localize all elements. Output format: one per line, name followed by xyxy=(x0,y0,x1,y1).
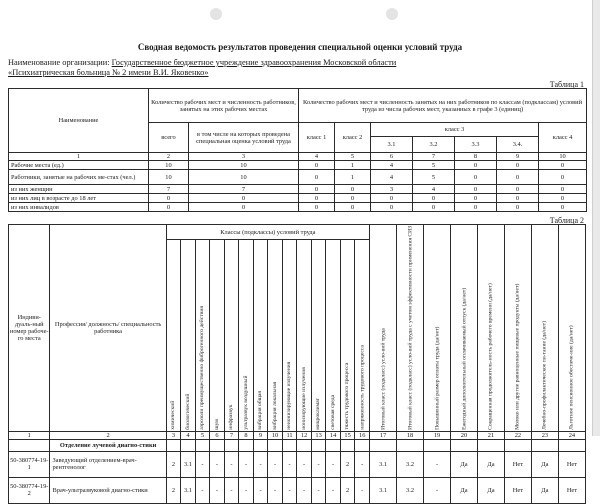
t2-cell: - xyxy=(297,477,312,503)
t2-header-classes: Классы (подклассы) условий труда xyxy=(166,225,369,240)
t2-section-empty xyxy=(451,439,478,451)
t1-cell: 0 xyxy=(189,194,299,203)
t1-cell: 5 xyxy=(413,170,455,185)
t2-factor-noise: шум xyxy=(210,240,225,432)
t2-cell: - xyxy=(282,451,297,477)
t2-cell: - xyxy=(268,451,283,477)
t1-sub-3-3: 3.3 xyxy=(455,137,497,153)
t2-factor-intensity: напряженность трудового процесса xyxy=(355,240,370,432)
document-title: Сводная ведомость результатов проведения специальной оценки условий труда xyxy=(137,42,463,52)
t2-cell: - xyxy=(253,451,268,477)
table1-label: Таблица 1 xyxy=(549,80,584,89)
t2-factor-light: световая среда xyxy=(326,240,341,432)
t2-header-short-hours: Сокращенная продолжитель-ность рабочего времени (да/нет) xyxy=(477,225,504,432)
scan-edge xyxy=(592,0,600,436)
t1-colnum: 10 xyxy=(539,153,587,161)
t1-cell: 0 xyxy=(371,194,413,203)
t1-colnum-row xyxy=(9,153,587,161)
t2-cell: Да xyxy=(531,451,558,477)
t2-cell: 3.1 xyxy=(181,451,196,477)
t2-cell: - xyxy=(268,477,283,503)
t2-colnum: 20 xyxy=(451,431,478,439)
t1-cell: 0 xyxy=(539,185,587,194)
t2-colnum: 2 xyxy=(50,431,166,439)
punch-hole xyxy=(386,8,398,20)
table-row xyxy=(9,194,587,203)
t2-factor-severity: тяжесть трудового процесса xyxy=(340,240,355,432)
t1-cell: 5 xyxy=(413,161,455,170)
t1-header-class1: класс 1 xyxy=(299,123,335,153)
t1-cell: 0 xyxy=(299,170,335,185)
t2-cell: 2 xyxy=(166,451,181,477)
t1-header-assessed: в том числе на которых проведена специальная оценка условий труда xyxy=(189,123,299,153)
t2-header-ind-num: Индиви-дуаль-ный номер рабоче-го места xyxy=(9,225,50,432)
table-row xyxy=(9,451,586,477)
t2-cell: - xyxy=(224,477,239,503)
t1-cell: 4 xyxy=(413,185,455,194)
t2-cell: 3.2 xyxy=(397,451,424,477)
t2-cell: Да xyxy=(477,477,504,503)
table-row xyxy=(9,170,587,185)
t1-header-classes: Количество рабочих мест и численность занятых на них работников по классам (подклассам) условий труда из числа рабочих мест, указанных в графе 3 (единиц) xyxy=(299,89,587,123)
t1-cell: 10 xyxy=(149,161,189,170)
t2-factor-nonionizing: неионизирующие излучения xyxy=(282,240,297,432)
t1-cell: 0 xyxy=(455,170,497,185)
t1-cell: 0 xyxy=(497,194,539,203)
t1-header-class2: класс 2 xyxy=(335,123,371,153)
t2-cell: 2 xyxy=(166,477,181,503)
t1-cell: 7 xyxy=(189,185,299,194)
t2-colnum: 18 xyxy=(397,431,424,439)
t2-header-pension: Льготное пенсионное обеспече-ние (да/нет) xyxy=(558,225,585,432)
t2-cell: - xyxy=(326,451,341,477)
t2-cell: - xyxy=(239,477,254,503)
t1-cell: 0 xyxy=(497,203,539,212)
t2-section-empty xyxy=(210,439,225,451)
t1-header-total: всего xyxy=(149,123,189,153)
t1-cell: 0 xyxy=(335,194,371,203)
t2-section-empty xyxy=(477,439,504,451)
t2-colnum: 16 xyxy=(355,431,370,439)
t2-header-final-class-siz: Итоговый класс (подкласс) усло-вий труда с учетом эффективности применения СИЗ xyxy=(397,225,424,432)
t1-cell: 0 xyxy=(497,185,539,194)
t2-cell: 2 xyxy=(340,451,355,477)
t1-cell: 0 xyxy=(455,194,497,203)
t2-colnum: 10 xyxy=(268,431,283,439)
t2-section-empty xyxy=(282,439,297,451)
table2 xyxy=(8,224,586,504)
t1-colnum: 2 xyxy=(149,153,189,161)
t2-factor-vibration-local: вибрация локальная xyxy=(268,240,283,432)
t2-cell: - xyxy=(224,451,239,477)
t2-header-vacation: Ежегодный дополнительный оплачиваемый отпуск (да/нет) xyxy=(451,225,478,432)
t2-cell: - xyxy=(424,451,451,477)
organization-label: Наименование организации: xyxy=(8,58,110,67)
t1-cell: 4 xyxy=(371,170,413,185)
t2-cell: - xyxy=(282,477,297,503)
t1-colnum: 3 xyxy=(189,153,299,161)
t2-colnum: 6 xyxy=(210,431,225,439)
t1-colnum: 4 xyxy=(299,153,335,161)
t2-colnum: 9 xyxy=(253,431,268,439)
t2-cell: Да xyxy=(477,451,504,477)
t2-cell: 3.2 xyxy=(397,477,424,503)
t2-colnum: 14 xyxy=(326,431,341,439)
t2-section-empty xyxy=(558,439,585,451)
t2-cell: 3.1 xyxy=(370,477,397,503)
t2-header-final-class: Итоговый класс (подкласс) усло-вий труда xyxy=(370,225,397,432)
t2-colnum: 19 xyxy=(424,431,451,439)
t1-colnum: 5 xyxy=(335,153,371,161)
t2-section-empty xyxy=(355,439,370,451)
t2-row-profession: Врач-ультразвуковой диагно-стики xyxy=(50,477,166,503)
organization-line xyxy=(8,58,448,78)
punch-hole xyxy=(210,8,222,20)
t1-cell: 0 xyxy=(299,161,335,170)
t1-colnum: 1 xyxy=(9,153,149,161)
t1-cell: 10 xyxy=(149,170,189,185)
t2-colnum: 21 xyxy=(477,431,504,439)
t2-section-empty xyxy=(531,439,558,451)
t2-section-empty xyxy=(224,439,239,451)
t1-cell: 0 xyxy=(539,194,587,203)
t2-cell: Нет xyxy=(558,477,585,503)
t1-sub-3-1: 3.1 xyxy=(371,137,413,153)
t2-row-id: 50-380774-19-1 xyxy=(9,451,50,477)
t2-header-profession: Профессия/ должность/ специальность работника xyxy=(50,225,166,432)
punch-holes xyxy=(210,8,400,22)
t2-factor-aerosols: аэрозоли преимущественно фиброгенного действия xyxy=(195,240,210,432)
t1-cell: 0 xyxy=(539,170,587,185)
t1-header-name: Наименование xyxy=(9,89,149,153)
t2-section-empty xyxy=(268,439,283,451)
t1-cell: 0 xyxy=(335,203,371,212)
t1-row-label: Рабочие места (ед.) xyxy=(9,161,149,170)
t1-cell: 0 xyxy=(335,185,371,194)
t2-colnum: 11 xyxy=(282,431,297,439)
t2-factor-microclimate: микроклимат xyxy=(311,240,326,432)
t2-cell: 3.1 xyxy=(370,451,397,477)
t2-section-empty xyxy=(370,439,397,451)
t1-cell: 4 xyxy=(371,161,413,170)
t1-header-class4: класс 4 xyxy=(539,123,587,153)
t2-section-title: Отделение лучевой диагно-стики xyxy=(50,439,166,451)
t2-cell: - xyxy=(355,451,370,477)
t2-colnum: 1 xyxy=(9,431,50,439)
t2-cell: - xyxy=(311,477,326,503)
t2-colnum: 24 xyxy=(558,431,585,439)
t2-section-empty xyxy=(504,439,531,451)
t1-cell: 0 xyxy=(189,203,299,212)
t2-colnum: 23 xyxy=(531,431,558,439)
t1-header-class3: класс 3 xyxy=(371,123,539,137)
t1-cell: 0 xyxy=(539,161,587,170)
t1-cell: 0 xyxy=(455,185,497,194)
table2-label: Таблица 2 xyxy=(549,216,584,225)
t2-factor-vibration-general: вибрация общая xyxy=(253,240,268,432)
t2-cell: - xyxy=(424,477,451,503)
t1-row-label: из них инвалидов xyxy=(9,203,149,212)
t2-factor-infrasound: инфразвук xyxy=(224,240,239,432)
t2-cell: Да xyxy=(451,451,478,477)
table-row xyxy=(9,185,587,194)
t2-factor-biological: биологический xyxy=(181,240,196,432)
t2-section-empty xyxy=(311,439,326,451)
t1-colnum: 7 xyxy=(413,153,455,161)
t2-section-empty xyxy=(9,439,50,451)
t2-row-profession: Заведующий отделением-врач-рентгенолог xyxy=(50,451,166,477)
t2-section-row xyxy=(9,439,586,451)
t2-cell: - xyxy=(253,477,268,503)
t2-cell: 2 xyxy=(340,477,355,503)
t2-colnum: 5 xyxy=(195,431,210,439)
t2-cell: Нет xyxy=(504,451,531,477)
t1-colnum: 8 xyxy=(455,153,497,161)
t1-cell: 0 xyxy=(299,203,335,212)
t1-cell: 0 xyxy=(149,203,189,212)
t2-section-empty xyxy=(166,439,181,451)
t1-cell: 1 xyxy=(335,170,371,185)
table1 xyxy=(8,88,587,212)
table-row xyxy=(9,477,586,503)
t2-colnum: 22 xyxy=(504,431,531,439)
t1-header-workplaces: Количество рабочих мест и численность работников, занятых на этих рабочих местах xyxy=(149,89,299,123)
t2-cell: Нет xyxy=(504,477,531,503)
t2-factor-ultrasound: ультразвук воздушный xyxy=(239,240,254,432)
t2-colnum: 8 xyxy=(239,431,254,439)
t2-colnum: 13 xyxy=(311,431,326,439)
t2-header-nutrition: Лечебно-профилактическое пи-тание (да/нет) xyxy=(531,225,558,432)
t1-cell: 0 xyxy=(299,185,335,194)
t2-section-empty xyxy=(239,439,254,451)
t2-cell: - xyxy=(195,477,210,503)
t2-colnum-row xyxy=(9,431,586,439)
t2-cell: - xyxy=(355,477,370,503)
t2-cell: - xyxy=(210,451,225,477)
t2-colnum: 7 xyxy=(224,431,239,439)
t2-cell: - xyxy=(195,451,210,477)
t2-section-empty xyxy=(297,439,312,451)
t1-cell: 0 xyxy=(497,170,539,185)
t2-section-empty xyxy=(181,439,196,451)
t1-colnum: 6 xyxy=(371,153,413,161)
t1-cell: 3 xyxy=(371,185,413,194)
t1-row-label: из них лиц в возрасте до 18 лет xyxy=(9,194,149,203)
t2-header-milk: Молоко или другие равноценные пищевые продукты (да/нет) xyxy=(504,225,531,432)
t2-cell: - xyxy=(297,451,312,477)
t1-sub-3-4: 3.4. xyxy=(497,137,539,153)
t1-cell: 0 xyxy=(413,203,455,212)
t2-cell: Нет xyxy=(558,451,585,477)
t2-section-empty xyxy=(397,439,424,451)
t1-sub-3-2: 3.2 xyxy=(413,137,455,153)
t1-cell: 0 xyxy=(299,194,335,203)
t2-cell: 3.1 xyxy=(181,477,196,503)
t2-cell: Да xyxy=(451,477,478,503)
t2-factor-chemical: химический xyxy=(166,240,181,432)
t2-colnum: 12 xyxy=(297,431,312,439)
t2-colnum: 17 xyxy=(370,431,397,439)
t2-cell: - xyxy=(210,477,225,503)
t1-cell: 1 xyxy=(335,161,371,170)
t1-cell: 0 xyxy=(371,203,413,212)
t2-cell: - xyxy=(326,477,341,503)
t2-section-empty xyxy=(340,439,355,451)
table-row xyxy=(9,203,587,212)
t1-row-label: из них женщин xyxy=(9,185,149,194)
t2-cell: Да xyxy=(531,477,558,503)
t1-colnum: 9 xyxy=(497,153,539,161)
t2-header-pay: Повышенный размер оплаты труда (да/нет) xyxy=(424,225,451,432)
t2-section-empty xyxy=(253,439,268,451)
t1-cell: 0 xyxy=(413,194,455,203)
t1-cell: 0 xyxy=(539,203,587,212)
t2-row-id: 50-380774-19-2 xyxy=(9,477,50,503)
t2-colnum: 15 xyxy=(340,431,355,439)
t2-colnum: 3 xyxy=(166,431,181,439)
t1-cell: 0 xyxy=(455,203,497,212)
t1-cell: 7 xyxy=(149,185,189,194)
t2-factor-ionizing: ионизирующие излучения xyxy=(297,240,312,432)
t2-section-empty xyxy=(424,439,451,451)
t1-cell: 0 xyxy=(149,194,189,203)
t1-cell: 0 xyxy=(455,161,497,170)
t2-section-empty xyxy=(195,439,210,451)
t2-colnum: 4 xyxy=(181,431,196,439)
t2-section-empty xyxy=(326,439,341,451)
t1-cell: 10 xyxy=(189,170,299,185)
organization-name: Государственное бюджетное учреждение здравоохранения Московской области «Психиатрическая больница № 2 имени В.И. Яковенко» xyxy=(8,58,397,77)
t1-row-label: Работники, занятые на рабочих ме-стах (чел.) xyxy=(9,170,149,185)
t2-cell: - xyxy=(311,451,326,477)
t1-cell: 10 xyxy=(189,161,299,170)
t2-cell: - xyxy=(239,451,254,477)
t1-cell: 0 xyxy=(497,161,539,170)
table-row xyxy=(9,161,587,170)
